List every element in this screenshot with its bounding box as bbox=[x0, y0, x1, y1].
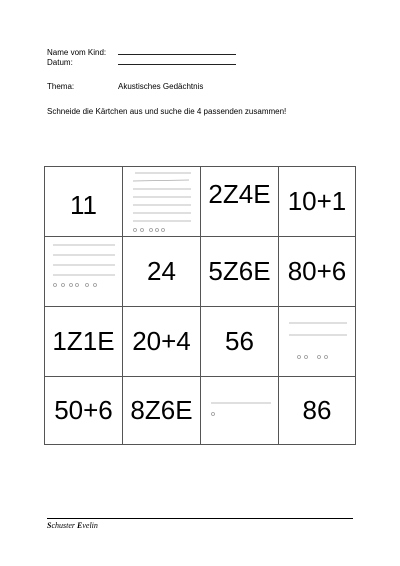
card-text: 20+4 bbox=[132, 326, 191, 356]
instruction-text: Schneide die Kärtchen aus und suche die 4 passenden zusammen! bbox=[47, 107, 287, 116]
card-text: 1Z1E bbox=[52, 326, 115, 356]
date-label: Datum: bbox=[47, 58, 73, 67]
card-r3c3[interactable] bbox=[201, 307, 279, 377]
card-text: 10+1 bbox=[287, 186, 347, 216]
lined-sketch-icon bbox=[201, 377, 279, 444]
footer-divider bbox=[47, 518, 353, 519]
footer-author bbox=[47, 521, 98, 530]
name-label: Name vom Kind: bbox=[47, 48, 107, 57]
card-text: 11 bbox=[70, 190, 97, 220]
author-part-2: velin bbox=[82, 521, 98, 530]
topic-value: Akustisches Gedächtnis bbox=[118, 82, 204, 91]
date-row bbox=[47, 57, 236, 68]
card-text: 50+6 bbox=[54, 395, 113, 425]
card-r1c4[interactable] bbox=[279, 167, 355, 237]
card-text: 80+6 bbox=[287, 256, 347, 286]
card-text: 56 bbox=[225, 326, 254, 356]
card-r1c3[interactable] bbox=[201, 167, 279, 237]
topic-row bbox=[47, 82, 203, 92]
card-r4c1[interactable] bbox=[45, 377, 123, 444]
card-r3c2[interactable] bbox=[123, 307, 201, 377]
card-r2c2[interactable] bbox=[123, 237, 201, 307]
card-r2c1-picture[interactable] bbox=[45, 237, 123, 307]
card-r2c4[interactable] bbox=[279, 237, 355, 307]
lined-sketch-icon bbox=[45, 237, 123, 307]
card-r3c4-picture[interactable] bbox=[279, 307, 355, 377]
name-field-line[interactable] bbox=[118, 47, 236, 55]
card-text: 86 bbox=[302, 395, 332, 425]
card-grid bbox=[44, 166, 356, 445]
card-text: 8Z6E bbox=[130, 395, 193, 425]
card-r2c3[interactable] bbox=[201, 237, 279, 307]
lined-sketch-icon bbox=[279, 307, 355, 377]
date-field-line[interactable] bbox=[118, 57, 236, 65]
card-r1c2-picture[interactable] bbox=[123, 167, 201, 237]
lined-sketch-icon bbox=[123, 167, 201, 237]
author-initial-s: S bbox=[47, 521, 52, 530]
topic-label: Thema: bbox=[47, 82, 75, 91]
card-r1c1[interactable] bbox=[45, 167, 123, 237]
card-text: 2Z4E bbox=[208, 179, 271, 209]
card-text: 5Z6E bbox=[208, 256, 271, 286]
card-r3c1[interactable] bbox=[45, 307, 123, 377]
card-text: 24 bbox=[147, 256, 176, 286]
author-part-1: chuster bbox=[51, 521, 78, 530]
card-r4c3-picture[interactable] bbox=[201, 377, 279, 444]
card-r4c4[interactable] bbox=[279, 377, 355, 444]
author-initial-e: E bbox=[77, 521, 83, 530]
card-r4c2[interactable] bbox=[123, 377, 201, 444]
